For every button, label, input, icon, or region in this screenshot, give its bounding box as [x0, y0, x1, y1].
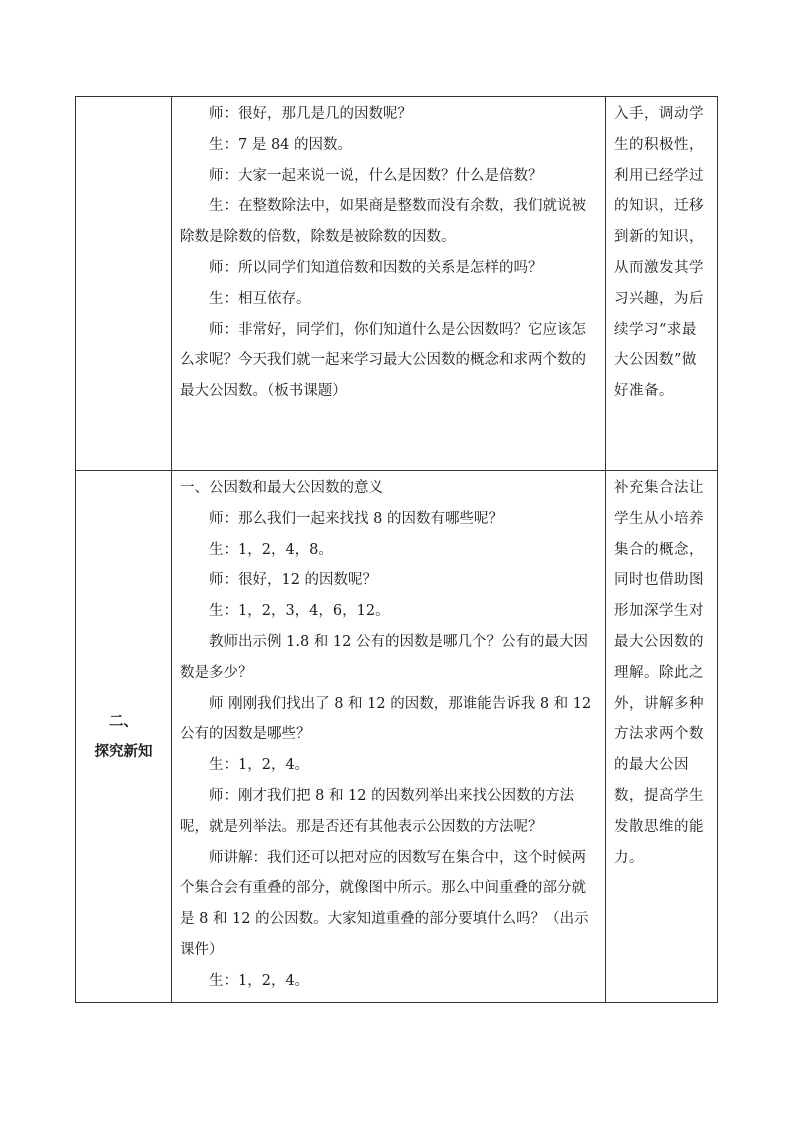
lesson-plan-table: [75, 96, 718, 1003]
stage-number: 二、: [109, 712, 138, 730]
design-intent-cell: [606, 471, 718, 1003]
dialogue-line: 师：刚才我们把 8 和 12 的因数列举出来找公因数的方法呢，就是列举法。那是否还有其他表示公因数的方法呢？: [180, 787, 575, 835]
dialogue-line: 生：相互依存。: [209, 290, 311, 307]
dialogue-line: 教师出示例 1.8 和 12 公有的因数是哪几个？公有的最大因数是多少？: [180, 633, 588, 681]
teaching-process-cell: [172, 97, 606, 471]
dialogue-line: 师讲解：我们还可以把对应的因数写在集合中，这个时候两个集合会有重叠的部分，就像图中所示。那么中间重叠的部分就是 8 和 12 的公因数。大家知道重叠的部分要填什么吗？（出示课件）: [180, 849, 589, 958]
stage-cell: [76, 97, 172, 471]
design-intent-text: 入手，调动学生的积极性，利用已经学过的知识，迁移到新的知识，从而激发其学习兴趣，为后续学习“求最大公因数”做好准备。: [614, 106, 704, 400]
dialogue-line: 生：1，2，3，4，6，12。: [209, 603, 390, 620]
design-intent-text: 补充集合法让学生从小培养集合的概念，同时也借助图形加深学生对最大公因数的理解。除此之外，讲解多种方法求两个数的最大公因数，提高学生发散思维的能力。: [614, 480, 704, 866]
dialogue-line: 生：在整数除法中，如果商是整数而没有余数，我们就说被除数是除数的倍数，除数是被除数的因数。: [180, 198, 586, 246]
dialogue-line: 师：那么我们一起来找找 8 的因数有哪些呢？: [209, 510, 503, 527]
dialogue-line: 师：非常好，同学们，你们知道什么是公因数吗？它应该怎么求呢？今天我们就一起来学习最大公因数的概念和求两个数的最大公因数。（板书课题）: [180, 321, 586, 400]
design-intent-cell: [606, 97, 718, 471]
table-row: [76, 471, 718, 1003]
stage-cell: [76, 471, 172, 1003]
dialogue-line: 生：1，2，4。: [209, 757, 310, 774]
teaching-process-cell: [172, 471, 606, 1003]
table-row: [76, 97, 718, 471]
dialogue-line: 师：很好，12 的因数呢？: [209, 572, 378, 589]
stage-title: 探究新知: [94, 742, 153, 760]
dialogue-line: 生：1，2，4，8。: [209, 541, 333, 558]
dialogue-line: 师：所以同学们知道倍数和因数的关系是怎样的吗？: [209, 259, 543, 276]
dialogue-line: 生：1，2，4。: [209, 972, 310, 989]
dialogue-line: 师：大家一起来说一说，什么是因数？什么是倍数？: [209, 167, 543, 184]
dialogue-line: 师 刚刚我们找出了 8 和 12 的因数，那谁能告诉我 8 和 12 公有的因数是哪些？: [180, 695, 592, 743]
dialogue-line: 师：很好，那几是几的因数呢？: [209, 106, 412, 122]
dialogue-line: 生：7 是 84 的因数。: [209, 136, 353, 153]
section-heading: 一、公因数和最大公因数的意义: [180, 480, 383, 496]
